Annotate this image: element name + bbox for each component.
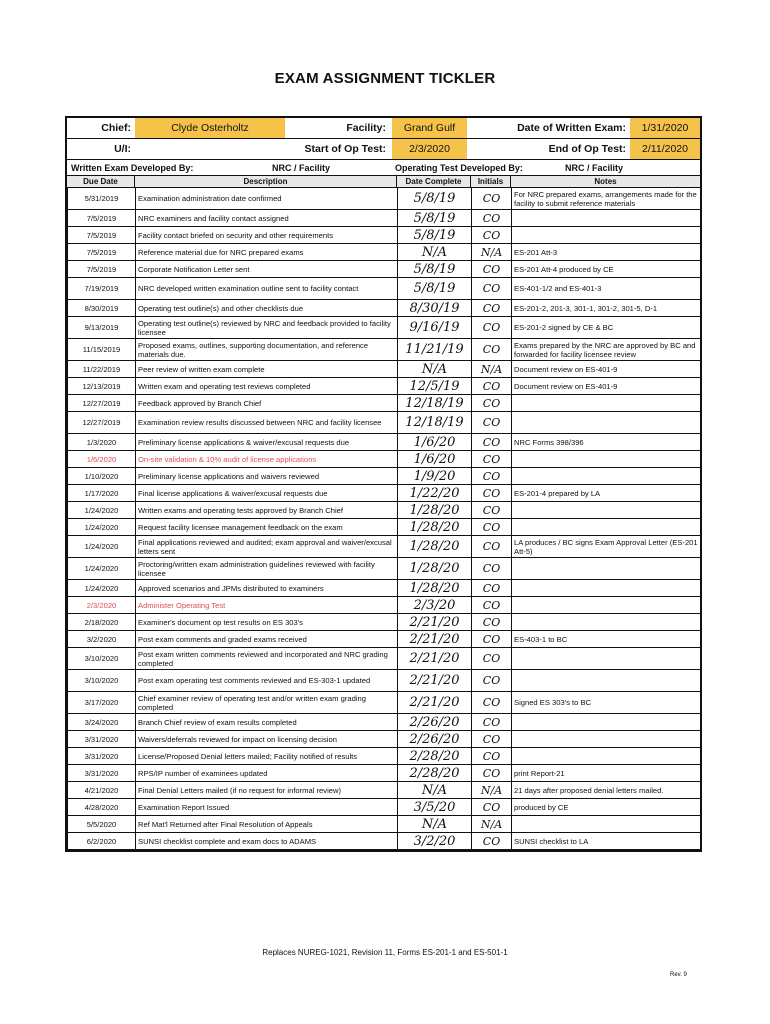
- description-cell: License/Proposed Denial letters mailed; Facility notified of results: [136, 748, 398, 765]
- notes-cell: For NRC prepared exams, arrangements made for the facility to submit reference materials: [512, 188, 701, 210]
- initials-cell: CO: [472, 536, 512, 558]
- table-row: [68, 816, 701, 833]
- date-complete-cell: 2/21/20: [398, 648, 472, 670]
- table-row: [68, 244, 701, 261]
- initials-cell: CO: [472, 317, 512, 339]
- description-cell: Final applications reviewed and audited; exam approval and waiver/excusal letters sent: [136, 536, 398, 558]
- due-date-cell: 1/24/2020: [68, 536, 136, 558]
- initials-cell: CO: [472, 597, 512, 614]
- table-row: [68, 317, 701, 339]
- footer-note: Replaces NUREG-1021, Revision 11, Forms ES-201-1 and ES-501-1: [262, 948, 508, 957]
- initials-cell: N/A: [472, 782, 512, 799]
- op-by-label: Operating Test Developed By:: [395, 162, 523, 173]
- table-row: [68, 434, 701, 451]
- notes-cell: [512, 412, 701, 434]
- notes-cell: Signed ES 303's to BC: [512, 692, 701, 714]
- table-row: [68, 692, 701, 714]
- op-by-value: NRC / Facility: [565, 162, 624, 173]
- notes-cell: [512, 816, 701, 833]
- table-row: [68, 731, 701, 748]
- date-complete-cell: 1/28/20: [398, 519, 472, 536]
- initials-cell: CO: [472, 485, 512, 502]
- revision-label: Rev. 9: [670, 972, 687, 978]
- initials-cell: CO: [472, 412, 512, 434]
- date-complete-cell: N/A: [398, 244, 472, 261]
- notes-cell: [512, 731, 701, 748]
- description-cell: Post exam comments and graded exams received: [136, 631, 398, 648]
- table-row: [68, 412, 701, 434]
- table-row: [68, 468, 701, 485]
- notes-cell: [512, 614, 701, 631]
- initials-cell: N/A: [472, 361, 512, 378]
- initials-cell: CO: [472, 227, 512, 244]
- notes-cell: ES-201-4 prepared by LA: [512, 485, 701, 502]
- due-date-cell: 1/24/2020: [68, 502, 136, 519]
- due-date-cell: 1/24/2020: [68, 558, 136, 580]
- due-date-cell: 7/19/2019: [68, 278, 136, 300]
- due-date-cell: 3/31/2020: [68, 765, 136, 782]
- description-cell: Chief examiner review of operating test and/or written exam grading completed: [136, 692, 398, 714]
- description-cell: Administer Operating Test: [136, 597, 398, 614]
- notes-cell: ES-201 Att-4 produced by CE: [512, 261, 701, 278]
- due-date-cell: 5/5/2020: [68, 816, 136, 833]
- date-complete-cell: 2/21/20: [398, 631, 472, 648]
- date-complete-cell: N/A: [398, 361, 472, 378]
- description-cell: Preliminary license applications and waivers reviewed: [136, 468, 398, 485]
- date-complete-cell: 1/28/20: [398, 580, 472, 597]
- description-cell: Operating test outline(s) and other checklists due: [136, 300, 398, 317]
- table-row: [68, 714, 701, 731]
- due-date-cell: 4/21/2020: [68, 782, 136, 799]
- table-row: [68, 395, 701, 412]
- initials-cell: CO: [472, 278, 512, 300]
- initials-cell: CO: [472, 631, 512, 648]
- table-row: [68, 765, 701, 782]
- due-date-cell: 3/31/2020: [68, 748, 136, 765]
- col-date-complete: Date Complete: [397, 176, 471, 187]
- due-date-cell: 1/10/2020: [68, 468, 136, 485]
- description-cell: Preliminary license applications & waiver/excusal requests due: [136, 434, 398, 451]
- description-cell: Final Denial Letters mailed (if no request for informal review): [136, 782, 398, 799]
- initials-cell: CO: [472, 648, 512, 670]
- due-date-cell: 1/3/2020: [68, 434, 136, 451]
- table-row: [68, 580, 701, 597]
- start-op-label: Start of Op Test:: [304, 143, 386, 155]
- col-notes: Notes: [511, 176, 700, 187]
- due-date-cell: 2/3/2020: [68, 597, 136, 614]
- description-cell: Final license applications & waiver/excusal requests due: [136, 485, 398, 502]
- description-cell: Examiner's document op test results on ES 303's: [136, 614, 398, 631]
- description-cell: Post exam written comments reviewed and incorporated and NRC grading completed: [136, 648, 398, 670]
- description-cell: Peer review of written exam complete: [136, 361, 398, 378]
- initials-cell: CO: [472, 799, 512, 816]
- date-complete-cell: 2/3/20: [398, 597, 472, 614]
- date-complete-cell: 8/30/19: [398, 300, 472, 317]
- initials-cell: N/A: [472, 816, 512, 833]
- date-complete-cell: 2/21/20: [398, 670, 472, 692]
- initials-cell: CO: [472, 300, 512, 317]
- date-complete-cell: 1/9/20: [398, 468, 472, 485]
- due-date-cell: 12/27/2019: [68, 395, 136, 412]
- notes-cell: Exams prepared by the NRC are approved by BC and forwarded for facility licensee review: [512, 339, 701, 361]
- table-row: [68, 782, 701, 799]
- table-row: [68, 378, 701, 395]
- end-op-value: 2/11/2020: [630, 139, 700, 159]
- date-complete-cell: 5/8/19: [398, 278, 472, 300]
- due-date-cell: 3/31/2020: [68, 731, 136, 748]
- table-row: [68, 361, 701, 378]
- date-complete-cell: 5/8/19: [398, 227, 472, 244]
- developed-by-row: [67, 160, 700, 175]
- date-complete-cell: 11/21/19: [398, 339, 472, 361]
- table-row: [68, 631, 701, 648]
- date-complete-cell: 12/18/19: [398, 412, 472, 434]
- notes-cell: ES-401-1/2 and ES-401-3: [512, 278, 701, 300]
- initials-cell: CO: [472, 580, 512, 597]
- description-cell: On-site validation & 10% audit of license applications: [136, 451, 398, 468]
- due-date-cell: 11/15/2019: [68, 339, 136, 361]
- notes-cell: [512, 748, 701, 765]
- notes-cell: [512, 210, 701, 227]
- description-cell: Written exam and operating test reviews completed: [136, 378, 398, 395]
- date-complete-cell: 1/28/20: [398, 536, 472, 558]
- notes-cell: ES-201-2, 201-3, 301-1, 301-2, 301-5, D-1: [512, 300, 701, 317]
- col-description: Description: [135, 176, 397, 187]
- notes-cell: [512, 451, 701, 468]
- initials-cell: CO: [472, 434, 512, 451]
- written-by-label: Written Exam Developed By:: [71, 162, 194, 173]
- notes-cell: NRC Forms 398/396: [512, 434, 701, 451]
- date-complete-cell: 9/16/19: [398, 317, 472, 339]
- notes-cell: ES-201-2 signed by CE & BC: [512, 317, 701, 339]
- initials-cell: CO: [472, 468, 512, 485]
- table-row: [68, 799, 701, 816]
- description-cell: NRC examiners and facility contact assigned: [136, 210, 398, 227]
- initials-cell: CO: [472, 765, 512, 782]
- date-complete-cell: 1/6/20: [398, 434, 472, 451]
- date-complete-cell: 1/22/20: [398, 485, 472, 502]
- written-by-value: NRC / Facility: [271, 162, 330, 173]
- table-row: [68, 519, 701, 536]
- date-complete-cell: 2/21/20: [398, 614, 472, 631]
- date-complete-cell: 1/6/20: [398, 451, 472, 468]
- due-date-cell: 1/6/2020: [68, 451, 136, 468]
- initials-cell: CO: [472, 670, 512, 692]
- date-complete-cell: 2/28/20: [398, 748, 472, 765]
- notes-cell: [512, 714, 701, 731]
- table-row: [68, 536, 701, 558]
- due-date-cell: 12/13/2019: [68, 378, 136, 395]
- description-cell: Ref Mat'l Returned after Final Resolution of Appeals: [136, 816, 398, 833]
- due-date-cell: 3/10/2020: [68, 670, 136, 692]
- end-op-label: End of Op Test:: [548, 143, 626, 155]
- initials-cell: CO: [472, 451, 512, 468]
- notes-cell: [512, 227, 701, 244]
- notes-cell: [512, 502, 701, 519]
- description-cell: Proposed exams, outlines, supporting documentation, and reference materials due.: [136, 339, 398, 361]
- header-row-1: [67, 118, 700, 139]
- col-initials: Initials: [471, 176, 511, 187]
- initials-cell: CO: [472, 378, 512, 395]
- chief-label: Chief:: [101, 122, 131, 134]
- description-cell: Examination review results discussed between NRC and facility licensee: [136, 412, 398, 434]
- date-complete-cell: 1/28/20: [398, 558, 472, 580]
- date-complete-cell: 2/21/20: [398, 692, 472, 714]
- date-complete-cell: 12/18/19: [398, 395, 472, 412]
- date-complete-cell: 12/5/19: [398, 378, 472, 395]
- date-complete-cell: 5/8/19: [398, 261, 472, 278]
- due-date-cell: 6/2/2020: [68, 833, 136, 850]
- table-row: [68, 188, 701, 210]
- due-date-cell: 7/5/2019: [68, 210, 136, 227]
- date-complete-cell: 5/8/19: [398, 210, 472, 227]
- tickler-form: [65, 116, 702, 852]
- table-row: [68, 227, 701, 244]
- notes-cell: print Report-21: [512, 765, 701, 782]
- chief-value: Clyde Osterholtz: [135, 118, 285, 138]
- due-date-cell: 4/28/2020: [68, 799, 136, 816]
- initials-cell: CO: [472, 692, 512, 714]
- table-row: [68, 614, 701, 631]
- description-cell: Branch Chief review of exam results completed: [136, 714, 398, 731]
- facility-value: Grand Gulf: [392, 118, 467, 138]
- notes-cell: Document review on ES-401-9: [512, 361, 701, 378]
- col-due-date: Due Date: [67, 176, 135, 187]
- table-row: [68, 300, 701, 317]
- initials-cell: CO: [472, 714, 512, 731]
- initials-cell: CO: [472, 748, 512, 765]
- date-complete-cell: 1/28/20: [398, 502, 472, 519]
- description-cell: Facility contact briefed on security and other requirements: [136, 227, 398, 244]
- initials-cell: N/A: [472, 244, 512, 261]
- due-date-cell: 7/5/2019: [68, 227, 136, 244]
- notes-cell: SUNSI checklist to LA: [512, 833, 701, 850]
- description-cell: Post exam operating test comments reviewed and ES-303-1 updated: [136, 670, 398, 692]
- description-cell: NRC developed written examination outline sent to facility contact: [136, 278, 398, 300]
- date-complete-cell: 5/8/19: [398, 188, 472, 210]
- initials-cell: CO: [472, 519, 512, 536]
- initials-cell: CO: [472, 731, 512, 748]
- table-row: [68, 339, 701, 361]
- table-row: [68, 502, 701, 519]
- notes-cell: LA produces / BC signs Exam Approval Letter (ES-201 Att-5): [512, 536, 701, 558]
- table-row: [68, 648, 701, 670]
- description-cell: Request facility licensee management feedback on the exam: [136, 519, 398, 536]
- initials-cell: CO: [472, 188, 512, 210]
- date-complete-cell: N/A: [398, 782, 472, 799]
- due-date-cell: 3/10/2020: [68, 648, 136, 670]
- due-date-cell: 1/24/2020: [68, 519, 136, 536]
- due-date-cell: 9/13/2019: [68, 317, 136, 339]
- start-op-value: 2/3/2020: [392, 139, 467, 159]
- description-cell: Approved scenarios and JPMs distributed to examiners: [136, 580, 398, 597]
- description-cell: Operating test outline(s) reviewed by NRC and feedback provided to facility licensee: [136, 317, 398, 339]
- header-row-2: [67, 139, 700, 160]
- due-date-cell: 3/17/2020: [68, 692, 136, 714]
- page-title: EXAM ASSIGNMENT TICKLER: [274, 70, 496, 87]
- description-cell: SUNSI checklist complete and exam docs to ADAMS: [136, 833, 398, 850]
- date-complete-cell: 2/26/20: [398, 714, 472, 731]
- due-date-cell: 7/5/2019: [68, 244, 136, 261]
- due-date-cell: 3/24/2020: [68, 714, 136, 731]
- due-date-cell: 2/18/2020: [68, 614, 136, 631]
- description-cell: Examination Report Issued: [136, 799, 398, 816]
- description-cell: Examination administration date confirmed: [136, 188, 398, 210]
- description-cell: Written exams and operating tests approved by Branch Chief: [136, 502, 398, 519]
- due-date-cell: 1/24/2020: [68, 580, 136, 597]
- initials-cell: CO: [472, 395, 512, 412]
- notes-cell: [512, 597, 701, 614]
- table-row: [68, 210, 701, 227]
- notes-cell: [512, 558, 701, 580]
- table-row: [68, 670, 701, 692]
- description-cell: Reference material due for NRC prepared exams: [136, 244, 398, 261]
- notes-cell: [512, 648, 701, 670]
- notes-cell: [512, 395, 701, 412]
- date-complete-cell: 3/5/20: [398, 799, 472, 816]
- notes-cell: produced by CE: [512, 799, 701, 816]
- description-cell: Waivers/deferrals reviewed for impact on licensing decision: [136, 731, 398, 748]
- due-date-cell: 3/2/2020: [68, 631, 136, 648]
- ui-value: [135, 139, 285, 159]
- due-date-cell: 7/5/2019: [68, 261, 136, 278]
- tickler-table: [67, 187, 701, 850]
- initials-cell: CO: [472, 502, 512, 519]
- table-row: [68, 261, 701, 278]
- description-cell: RPS/IP number of examinees updated: [136, 765, 398, 782]
- due-date-cell: 8/30/2019: [68, 300, 136, 317]
- description-cell: Feedback approved by Branch Chief: [136, 395, 398, 412]
- table-row: [68, 278, 701, 300]
- date-complete-cell: 2/28/20: [398, 765, 472, 782]
- date-complete-cell: 3/2/20: [398, 833, 472, 850]
- description-cell: Proctoring/written exam administration guidelines reviewed with facility licensee: [136, 558, 398, 580]
- table-row: [68, 597, 701, 614]
- notes-cell: [512, 468, 701, 485]
- date-complete-cell: 2/26/20: [398, 731, 472, 748]
- table-row: [68, 451, 701, 468]
- date-complete-cell: N/A: [398, 816, 472, 833]
- initials-cell: CO: [472, 833, 512, 850]
- due-date-cell: 5/31/2019: [68, 188, 136, 210]
- table-row: [68, 558, 701, 580]
- facility-label: Facility:: [346, 122, 386, 134]
- notes-cell: ES-403-1 to BC: [512, 631, 701, 648]
- due-date-cell: 11/22/2019: [68, 361, 136, 378]
- initials-cell: CO: [472, 261, 512, 278]
- notes-cell: Document review on ES-401-9: [512, 378, 701, 395]
- initials-cell: CO: [472, 210, 512, 227]
- written-exam-value: 1/31/2020: [630, 118, 700, 138]
- notes-cell: [512, 519, 701, 536]
- due-date-cell: 1/17/2020: [68, 485, 136, 502]
- notes-cell: [512, 580, 701, 597]
- column-headers: [67, 175, 700, 187]
- written-exam-label: Date of Written Exam:: [517, 122, 626, 134]
- table-row: [68, 748, 701, 765]
- table-row: [68, 485, 701, 502]
- ui-label: U/I:: [114, 143, 131, 155]
- table-row: [68, 833, 701, 850]
- notes-cell: 21 days after proposed denial letters mailed.: [512, 782, 701, 799]
- initials-cell: CO: [472, 558, 512, 580]
- description-cell: Corporate Notification Letter sent: [136, 261, 398, 278]
- due-date-cell: 12/27/2019: [68, 412, 136, 434]
- notes-cell: [512, 670, 701, 692]
- initials-cell: CO: [472, 614, 512, 631]
- initials-cell: CO: [472, 339, 512, 361]
- notes-cell: ES-201 Att-3: [512, 244, 701, 261]
